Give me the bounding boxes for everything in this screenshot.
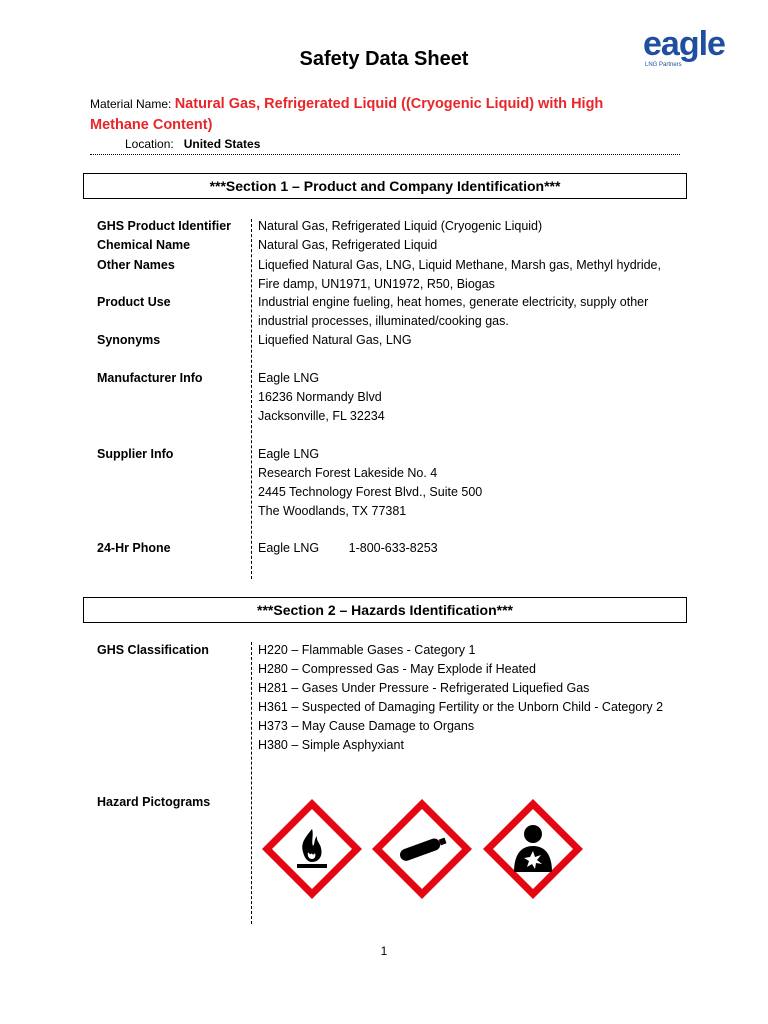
section-2-divider <box>251 642 252 924</box>
row-value <box>258 539 678 558</box>
row-value: Industrial engine fueling, heat homes, generate electricity, supply other industrial processes, illuminated/cooking gas. <box>258 295 649 328</box>
health-hazard-icon <box>480 796 586 902</box>
row-label: Chemical Name <box>97 238 191 252</box>
document-title: Safety Data Sheet <box>299 48 469 70</box>
address-line: 2445 Technology Forest Blvd., Suite 500 <box>258 485 483 499</box>
row-label: Synonyms <box>97 333 161 347</box>
row-label: Other Names <box>97 258 175 272</box>
logo-word: eagle <box>643 25 725 63</box>
row-value: Natural Gas, Refrigerated Liquid (Cryogenic Liquid) <box>258 219 543 233</box>
location-line <box>125 137 260 151</box>
row-label: Manufacturer Info <box>97 371 203 385</box>
row-label: Product Use <box>97 295 171 309</box>
hazard-statement: H280 – Compressed Gas - May Explode if Heated <box>258 662 536 676</box>
row-value: Natural Gas, Refrigerated Liquid <box>258 238 438 252</box>
row-value <box>258 445 678 521</box>
section-1-header: ***Section 1 – Product and Company Identification*** <box>83 173 687 199</box>
page-number: 1 <box>380 944 388 958</box>
address-line: Jacksonville, FL 32234 <box>258 409 385 423</box>
phone-company: Eagle LNG <box>258 541 320 555</box>
hazard-statement: H281 – Gases Under Pressure - Refrigerated Liquefied Gas <box>258 681 590 695</box>
address-line: Research Forest Lakeside No. 4 <box>258 466 438 480</box>
location-value: United States <box>183 137 261 151</box>
logo-subtitle: LNG Partners <box>645 62 682 68</box>
row-value <box>258 369 678 426</box>
row-value: Liquefied Natural Gas, LNG, Liquid Methane, Marsh gas, Methyl hydride, Fire damp, UN1971, UN1972, R50, Biogas <box>258 258 661 291</box>
flame-icon <box>259 796 365 902</box>
hazard-statement: H373 – May Cause Damage to Organs <box>258 719 475 733</box>
address-line: Eagle LNG <box>258 447 320 461</box>
section-2-header: ***Section 2 – Hazards Identification*** <box>83 597 687 623</box>
dotted-divider <box>90 154 680 155</box>
address-line: The Woodlands, TX 77381 <box>258 504 407 518</box>
row-label: 24-Hr Phone <box>97 541 171 555</box>
hazard-statement: H361 – Suspected of Damaging Fertility or the Unborn Child - Category 2 <box>258 700 664 714</box>
eagle-logo <box>643 26 743 68</box>
hazard-statement: H380 – Simple Asphyxiant <box>258 738 404 752</box>
section-1-divider <box>251 219 252 579</box>
address-line: Eagle LNG <box>258 371 320 385</box>
phone-number: 1-800-633-8253 <box>348 541 438 555</box>
row-value <box>258 641 678 755</box>
material-name-line <box>90 94 650 136</box>
material-name-label: Material Name: <box>90 97 172 111</box>
row-label: Hazard Pictograms <box>97 795 211 809</box>
address-line: 16236 Normandy Blvd <box>258 390 382 404</box>
material-name-value: Natural Gas, Refrigerated Liquid ((Cryogenic Liquid) with High Methane Content) <box>90 96 604 133</box>
location-label: Location: <box>125 137 174 151</box>
hazard-statement: H220 – Flammable Gases - Category 1 <box>258 643 476 657</box>
row-label: GHS Classification <box>97 643 209 657</box>
gas-cylinder-icon <box>369 796 475 902</box>
row-value: Liquefied Natural Gas, LNG <box>258 333 412 347</box>
row-label: Supplier Info <box>97 447 174 461</box>
row-label: GHS Product Identifier <box>97 219 232 233</box>
